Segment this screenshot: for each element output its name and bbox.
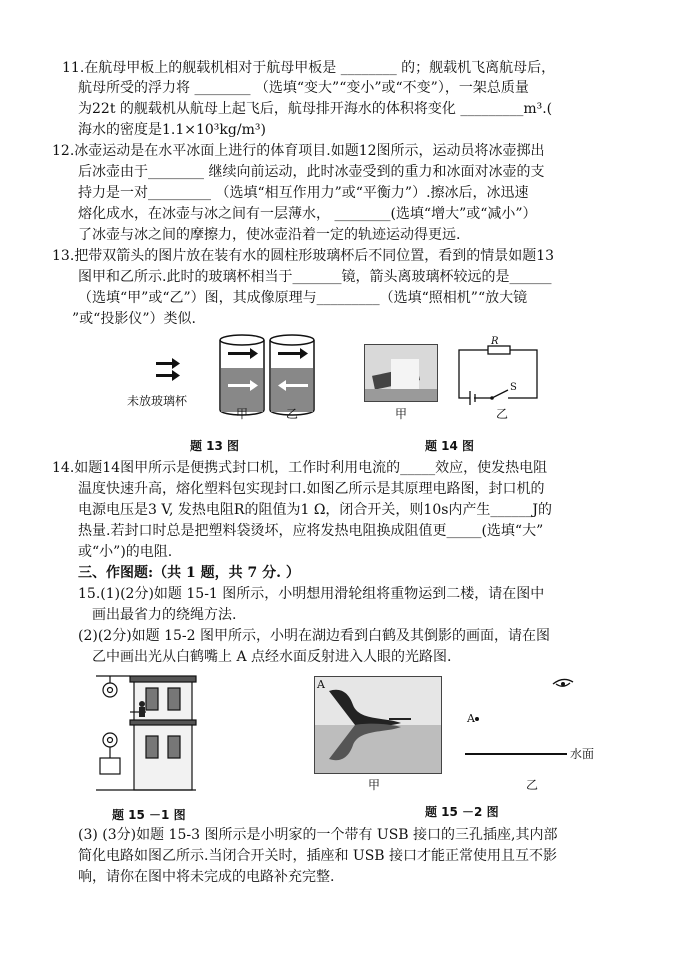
water-surface-line (465, 753, 567, 755)
fig15-2-a-label-diagram: A (467, 712, 475, 725)
q15-3-line-2: 简化电路如图乙所示.当闭合开关时，插座和 USB 接口才能正常使用且互不影 (78, 848, 558, 864)
fig13-jia-label: 甲 (236, 407, 249, 421)
fig14-jia-label: 甲 (395, 407, 408, 421)
glass-jia (220, 335, 264, 415)
q11-line-2: 航母所受的浮力将 ________ （选填“变大”“变小”或“不变”），一架总质量 (78, 80, 529, 96)
fig15-1-building (96, 676, 196, 794)
q11-line-3: 为22t 的舰载机从航母上起飞后，航母排开海水的体积将变化 _________m³.( (78, 101, 553, 117)
q15-line-2: 画出最省力的绕绳方法. (92, 607, 237, 623)
eye-icon (552, 676, 574, 690)
q15-3-line-3: 响，请你在图中将未完成的电路补充完整. (78, 869, 335, 885)
q15-line-1: 15.(1)(2分)如题 15-1 图所示，小明想用滑轮组将重物运到二楼，请在图中 (78, 586, 545, 602)
q14-line-1: 14.如题14图甲所示是便携式封口机，工作时利用电流的_____效应，使发热电阻 (52, 460, 548, 476)
glass-yi (270, 335, 314, 415)
q14-line-2: 温度快速升高，熔化塑料包实现封口.如图乙所示是其原理电路图，封口机的 (78, 481, 545, 497)
fig15-2-caption: 题 15 －2 图 (425, 805, 499, 819)
fig14-yi-label: 乙 (496, 407, 509, 421)
q13-line-4: ”或“投影仪”）类似. (72, 311, 196, 327)
section-3-heading: 三、作图题:（共 1 题，共 7 分. ） (78, 565, 300, 581)
fig14-circuit (458, 344, 538, 402)
q13-line-3: （选填“甲”或“乙”）图，其成像原理与_________（选填“照相机”“放大镜 (78, 290, 528, 306)
q14-line-3: 电源电压是3 V, 发热电阻R的阻值为1 Ω，闭合开关，则10s内产生______J的 (78, 502, 553, 518)
arrow-icon (156, 358, 180, 381)
q12-line-3: 持力是一对_________ （选填“相互作用力”或“平衡力”）.擦冰后，冰迅速 (78, 185, 529, 201)
fig13-no-glass-label: 未放玻璃杯 (127, 394, 188, 408)
q11-line-1: 11.在航母甲板上的舰载机相对于航母甲板是 ________ 的；舰载机飞离航母后， (62, 60, 556, 76)
fig14-caption: 题 14 图 (425, 439, 475, 453)
fig15-1-caption: 题 15 －1 图 (112, 808, 186, 822)
q13-line-1: 13.把带双箭头的图片放在装有水的圆柱形玻璃杯后不同位置，看到的情景如题13 (52, 248, 555, 264)
q11-line-4: 海水的密度是1.1×10³kg/m³) (78, 122, 266, 138)
fig13-yi-label: 乙 (286, 407, 299, 421)
q13-line-2: 图甲和乙所示.此时的玻璃杯相当于_______镜，箭头离玻璃杯较远的是______ (78, 269, 552, 285)
q12-line-2: 后冰壶由于________ 继续向前运动，此时冰壶受到的重力和冰面对冰壶的支 (78, 164, 545, 180)
q15-line-4: 乙中画出光从白鹤嘴上 A 点经水面反射进入人眼的光路图. (92, 649, 452, 665)
fig15-2-yi-label: 乙 (526, 778, 539, 792)
point-a-dot (475, 717, 479, 721)
q12-line-4: 熔化成水，在冰壶与冰之间有一层薄水， ________(选填“增大”或“减小”） (78, 206, 537, 222)
fig13-diagram (140, 332, 330, 432)
fig15-2-jia-label: 甲 (368, 778, 381, 792)
q14-line-5: 或“小”)的电阻. (78, 544, 173, 560)
fig14-r-label: R (491, 336, 499, 347)
fig15-2-a-label-photo: A (317, 678, 325, 691)
fig13-caption: 题 13 图 (190, 439, 240, 453)
q15-line-3: (2)(2分)如题 15-2 图甲所示，小明在湖边看到白鹤及其倒影的画面，请在图 (78, 628, 551, 644)
water-surface-label: 水面 (570, 747, 595, 761)
q15-3-line-1: (3) (3分)如题 15-3 图所示是小明家的一个带有 USB 接口的三孔插座,其内部 (78, 827, 558, 843)
fig14-s-label: S (510, 382, 517, 393)
q14-line-4: 热量.若封口时总是把塑料袋烫坏，应将发热电阻换成阻值更_____(选填“大” (78, 523, 544, 539)
q12-line-1: 12.冰壶运动是在水平冰面上进行的体育项目.如题12图所示，运动员将冰壶掷出 (52, 143, 545, 159)
sealer-photo (364, 344, 438, 402)
crane-photo (314, 676, 442, 774)
q12-line-5: 了冰壶与冰之间的摩擦力，使冰壶沿着一定的轨迹运动得更远. (78, 227, 461, 243)
